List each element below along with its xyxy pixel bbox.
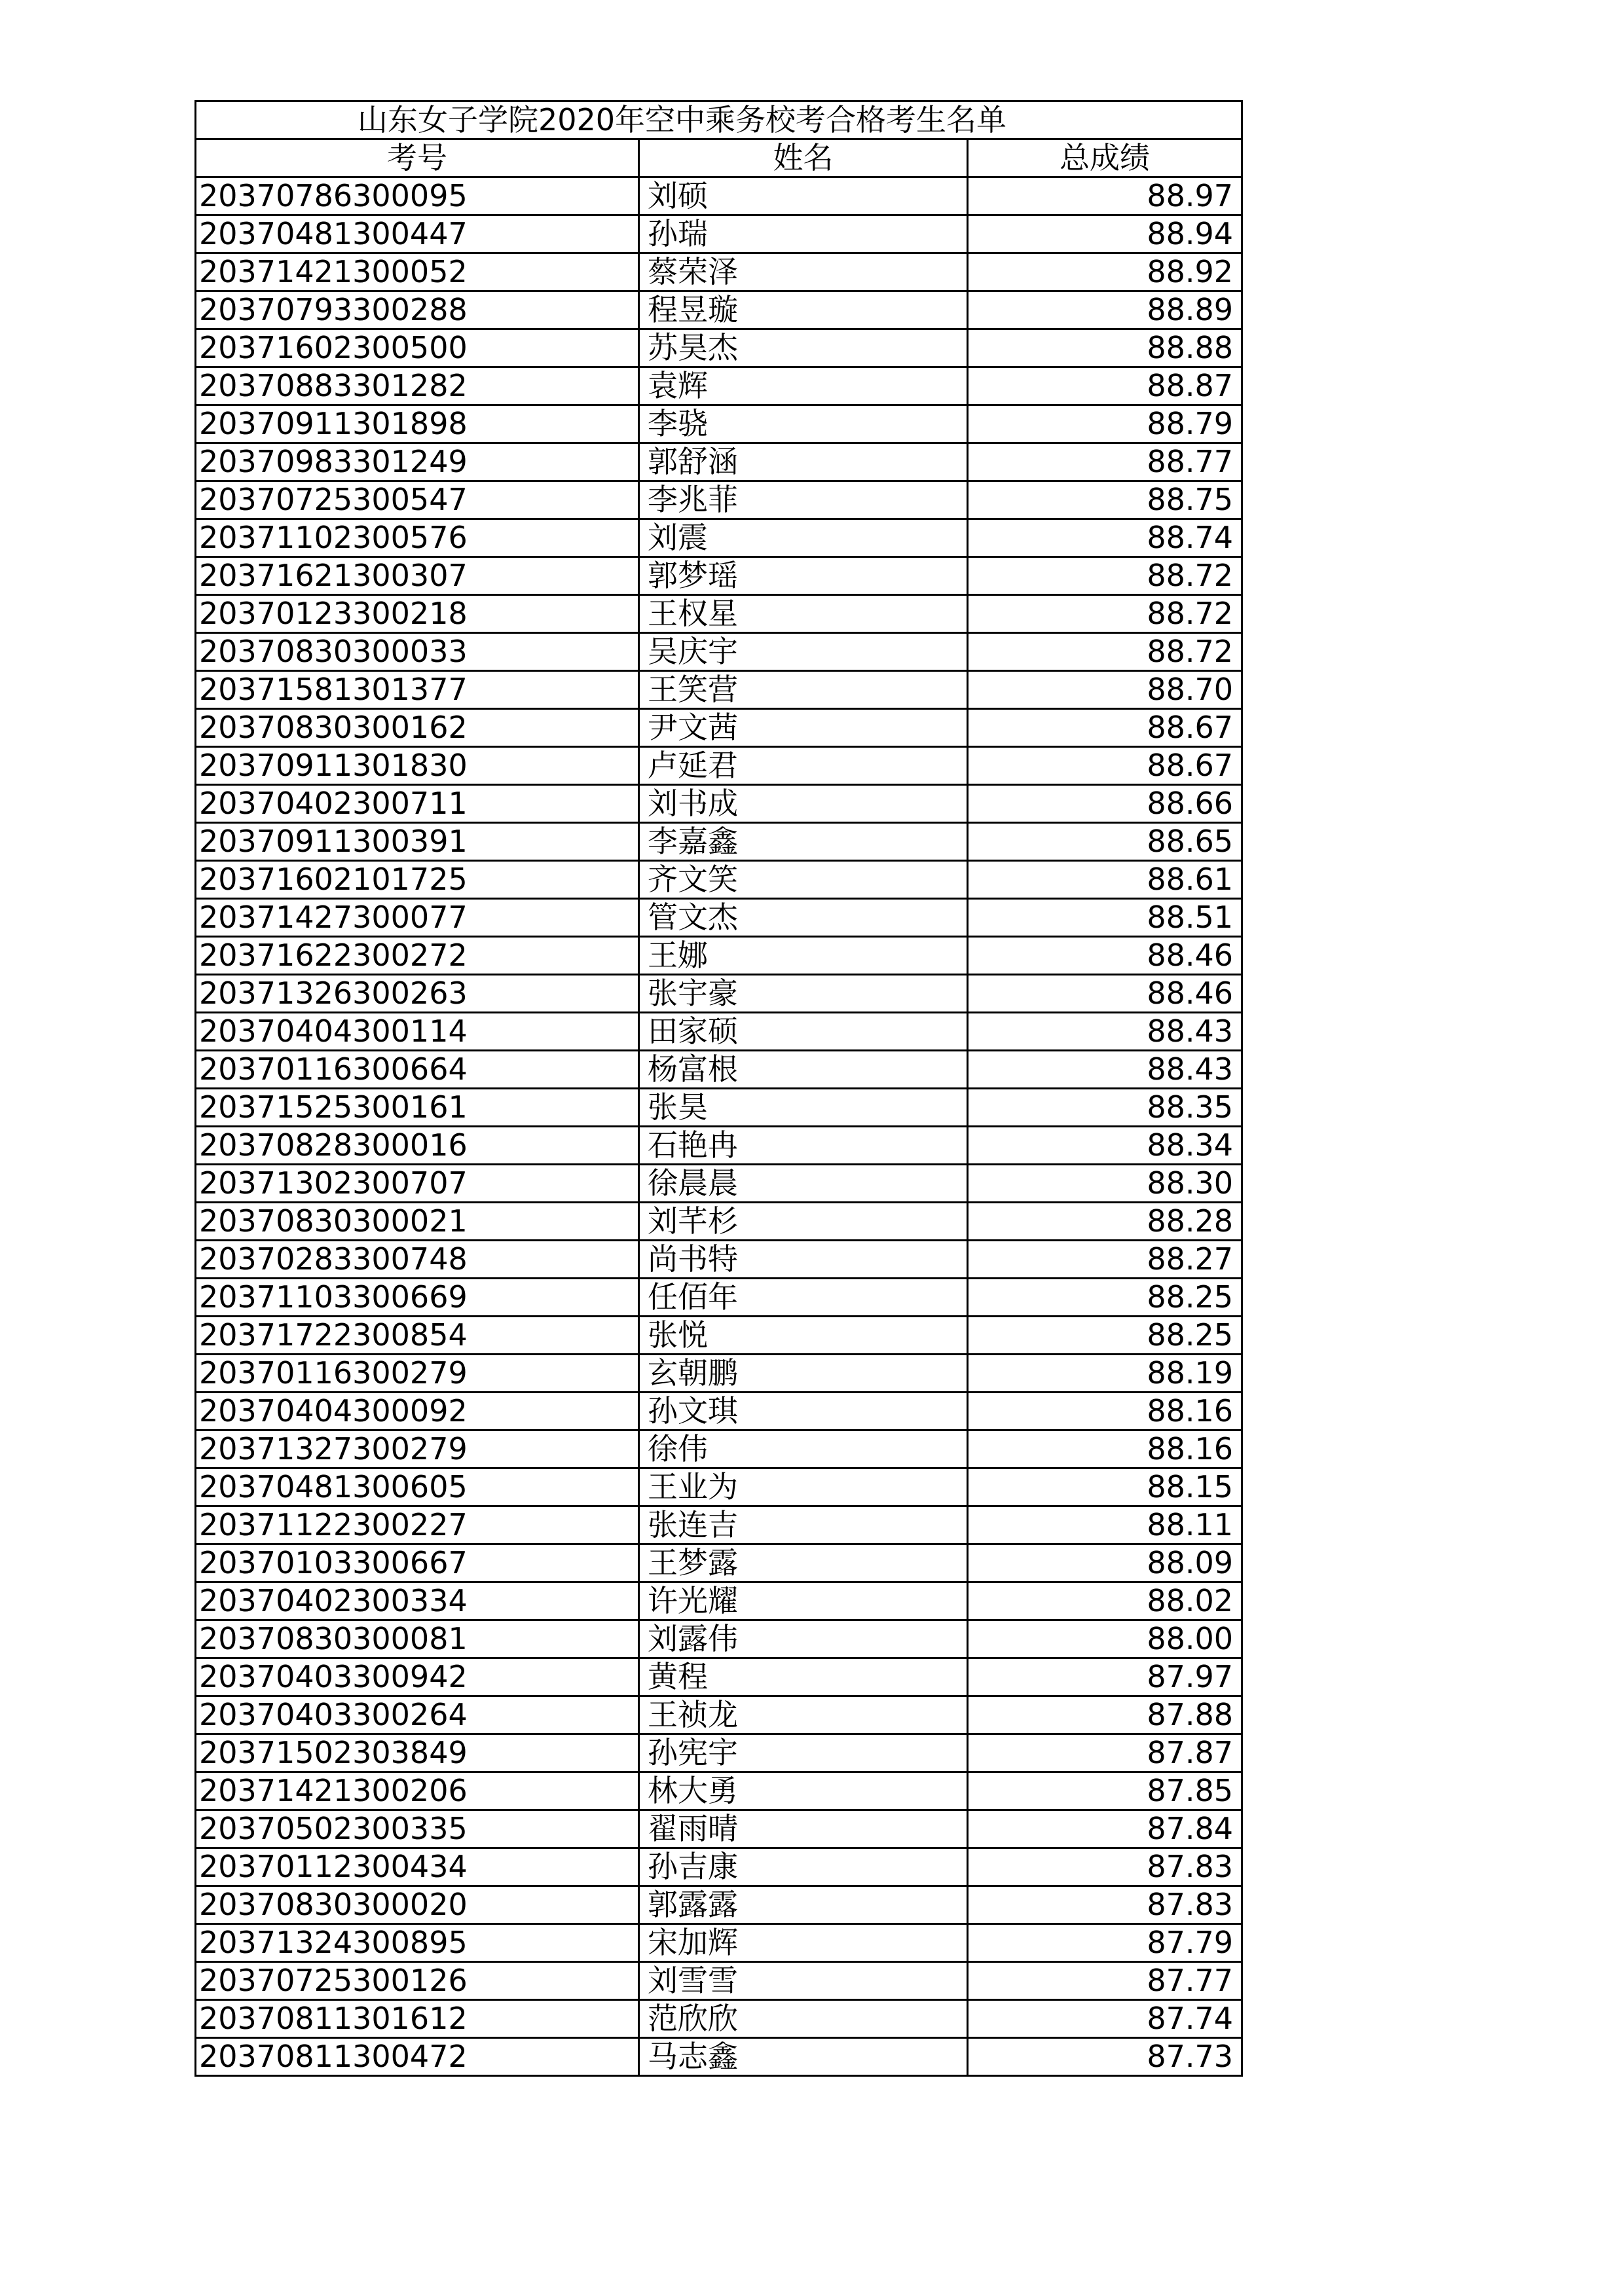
table-row bbox=[196, 1696, 1242, 1734]
name-cell: 王祯龙 bbox=[639, 1696, 968, 1734]
score-cell: 87.84 bbox=[968, 1810, 1242, 1848]
table-row bbox=[196, 177, 1242, 215]
score-cell: 88.72 bbox=[968, 557, 1242, 595]
score-cell: 88.89 bbox=[968, 291, 1242, 329]
score-cell: 88.16 bbox=[968, 1430, 1242, 1468]
score-cell: 88.67 bbox=[968, 709, 1242, 747]
table-row bbox=[196, 1051, 1242, 1089]
name-cell: 王权星 bbox=[639, 595, 968, 633]
name-cell: 马志鑫 bbox=[639, 2038, 968, 2076]
table-row bbox=[196, 519, 1242, 557]
exam-id-cell: 20371722300854 bbox=[196, 1317, 639, 1355]
score-cell: 87.85 bbox=[968, 1772, 1242, 1810]
name-cell: 黄程 bbox=[639, 1658, 968, 1696]
table-row bbox=[196, 1506, 1242, 1544]
exam-id-cell: 20370103300667 bbox=[196, 1544, 639, 1582]
name-cell: 任佰年 bbox=[639, 1279, 968, 1317]
score-cell: 87.88 bbox=[968, 1696, 1242, 1734]
name-cell: 管文杰 bbox=[639, 899, 968, 937]
exam-id-cell: 20370116300664 bbox=[196, 1051, 639, 1089]
name-cell: 石艳冉 bbox=[639, 1127, 968, 1165]
table-row bbox=[196, 367, 1242, 405]
exam-id-cell: 20370830300021 bbox=[196, 1203, 639, 1241]
score-cell: 88.34 bbox=[968, 1127, 1242, 1165]
table-row bbox=[196, 443, 1242, 481]
score-cell: 88.43 bbox=[968, 1051, 1242, 1089]
name-cell: 范欣欣 bbox=[639, 2000, 968, 2038]
score-cell: 88.19 bbox=[968, 1355, 1242, 1393]
table-row bbox=[196, 1241, 1242, 1279]
exam-id-cell: 20370403300942 bbox=[196, 1658, 639, 1696]
exam-id-cell: 20370112300434 bbox=[196, 1848, 639, 1886]
table-row bbox=[196, 671, 1242, 709]
score-cell: 88.79 bbox=[968, 405, 1242, 443]
table-row bbox=[196, 1772, 1242, 1810]
exam-id-cell: 20370811300472 bbox=[196, 2038, 639, 2076]
exam-id-cell: 20370830300081 bbox=[196, 1620, 639, 1658]
name-cell: 郭露露 bbox=[639, 1886, 968, 1924]
score-cell: 88.65 bbox=[968, 823, 1242, 861]
name-cell: 许光耀 bbox=[639, 1582, 968, 1620]
table-row bbox=[196, 2000, 1242, 2038]
table-row bbox=[196, 937, 1242, 975]
score-cell: 88.94 bbox=[968, 215, 1242, 253]
exam-id-cell: 20371502303849 bbox=[196, 1734, 639, 1772]
table-row bbox=[196, 1355, 1242, 1393]
score-cell: 88.35 bbox=[968, 1089, 1242, 1127]
table-row bbox=[196, 291, 1242, 329]
exam-id-cell: 20371324300895 bbox=[196, 1924, 639, 1962]
exam-id-cell: 20371302300707 bbox=[196, 1165, 639, 1203]
name-cell: 杨富根 bbox=[639, 1051, 968, 1089]
name-cell: 王笑营 bbox=[639, 671, 968, 709]
exam-id-cell: 20371602300500 bbox=[196, 329, 639, 367]
column-header-name: 姓名 bbox=[639, 139, 968, 177]
score-cell: 88.46 bbox=[968, 937, 1242, 975]
table-row bbox=[196, 1962, 1242, 2000]
table-row bbox=[196, 557, 1242, 595]
score-cell: 88.70 bbox=[968, 671, 1242, 709]
exam-id-cell: 20371421300052 bbox=[196, 253, 639, 291]
exam-id-cell: 20371621300307 bbox=[196, 557, 639, 595]
name-cell: 张悦 bbox=[639, 1317, 968, 1355]
exam-id-cell: 20371122300227 bbox=[196, 1506, 639, 1544]
score-cell: 87.77 bbox=[968, 1962, 1242, 2000]
score-cell: 87.79 bbox=[968, 1924, 1242, 1962]
name-cell: 郭梦瑶 bbox=[639, 557, 968, 595]
exam-id-cell: 20370883301282 bbox=[196, 367, 639, 405]
name-cell: 王业为 bbox=[639, 1468, 968, 1506]
exam-id-cell: 20370793300288 bbox=[196, 291, 639, 329]
exam-id-cell: 20370402300711 bbox=[196, 785, 639, 823]
exam-id-cell: 20371581301377 bbox=[196, 671, 639, 709]
table-row bbox=[196, 1544, 1242, 1582]
name-cell: 孙吉康 bbox=[639, 1848, 968, 1886]
name-cell: 李兆菲 bbox=[639, 481, 968, 519]
table-row bbox=[196, 1582, 1242, 1620]
table-row bbox=[196, 1393, 1242, 1430]
score-cell: 88.25 bbox=[968, 1317, 1242, 1355]
table-row bbox=[196, 405, 1242, 443]
document-title: 山东女子学院2020年空中乘务校考合格考生名单 bbox=[196, 101, 1242, 139]
table-row bbox=[196, 1203, 1242, 1241]
candidate-list-table bbox=[194, 100, 1243, 2077]
score-cell: 88.09 bbox=[968, 1544, 1242, 1582]
name-cell: 王梦露 bbox=[639, 1544, 968, 1582]
exam-id-cell: 20370828300016 bbox=[196, 1127, 639, 1165]
name-cell: 蔡荣泽 bbox=[639, 253, 968, 291]
exam-id-cell: 20371622300272 bbox=[196, 937, 639, 975]
name-cell: 刘芊杉 bbox=[639, 1203, 968, 1241]
table-row bbox=[196, 1620, 1242, 1658]
table-row bbox=[196, 1734, 1242, 1772]
exam-id-cell: 20370404300092 bbox=[196, 1393, 639, 1430]
score-cell: 87.83 bbox=[968, 1848, 1242, 1886]
exam-id-cell: 20371102300576 bbox=[196, 519, 639, 557]
name-cell: 王娜 bbox=[639, 937, 968, 975]
table-row bbox=[196, 329, 1242, 367]
exam-id-cell: 20370502300335 bbox=[196, 1810, 639, 1848]
name-cell: 翟雨晴 bbox=[639, 1810, 968, 1848]
table-row bbox=[196, 823, 1242, 861]
score-cell: 88.74 bbox=[968, 519, 1242, 557]
table-body bbox=[196, 177, 1242, 2076]
score-cell: 88.28 bbox=[968, 1203, 1242, 1241]
table-row bbox=[196, 1848, 1242, 1886]
table-row bbox=[196, 253, 1242, 291]
name-cell: 刘露伟 bbox=[639, 1620, 968, 1658]
score-cell: 88.75 bbox=[968, 481, 1242, 519]
name-cell: 袁辉 bbox=[639, 367, 968, 405]
column-header-exam-id: 考号 bbox=[196, 139, 639, 177]
exam-id-cell: 20371421300206 bbox=[196, 1772, 639, 1810]
exam-id-cell: 20370911301898 bbox=[196, 405, 639, 443]
score-cell: 88.27 bbox=[968, 1241, 1242, 1279]
name-cell: 卢延君 bbox=[639, 747, 968, 785]
table-row bbox=[196, 1430, 1242, 1468]
name-cell: 刘硕 bbox=[639, 177, 968, 215]
name-cell: 徐伟 bbox=[639, 1430, 968, 1468]
score-cell: 87.97 bbox=[968, 1658, 1242, 1696]
exam-id-cell: 20371525300161 bbox=[196, 1089, 639, 1127]
name-cell: 玄朝鹏 bbox=[639, 1355, 968, 1393]
exam-id-cell: 20370123300218 bbox=[196, 595, 639, 633]
name-cell: 田家硕 bbox=[639, 1013, 968, 1051]
exam-id-cell: 20370911300391 bbox=[196, 823, 639, 861]
name-cell: 程昱璇 bbox=[639, 291, 968, 329]
score-cell: 88.43 bbox=[968, 1013, 1242, 1051]
header-row bbox=[196, 139, 1242, 177]
score-cell: 87.83 bbox=[968, 1886, 1242, 1924]
score-cell: 88.16 bbox=[968, 1393, 1242, 1430]
table-row bbox=[196, 1924, 1242, 1962]
name-cell: 李骁 bbox=[639, 405, 968, 443]
table-row bbox=[196, 899, 1242, 937]
score-cell: 88.67 bbox=[968, 747, 1242, 785]
name-cell: 张宇豪 bbox=[639, 975, 968, 1013]
score-cell: 88.15 bbox=[968, 1468, 1242, 1506]
name-cell: 苏昊杰 bbox=[639, 329, 968, 367]
score-cell: 88.77 bbox=[968, 443, 1242, 481]
table-row bbox=[196, 2038, 1242, 2076]
score-cell: 87.74 bbox=[968, 2000, 1242, 2038]
score-cell: 87.73 bbox=[968, 2038, 1242, 2076]
name-cell: 刘书成 bbox=[639, 785, 968, 823]
table-row bbox=[196, 861, 1242, 899]
name-cell: 齐文笑 bbox=[639, 861, 968, 899]
name-cell: 刘震 bbox=[639, 519, 968, 557]
table-row bbox=[196, 1658, 1242, 1696]
name-cell: 林大勇 bbox=[639, 1772, 968, 1810]
table-row bbox=[196, 1127, 1242, 1165]
score-cell: 88.46 bbox=[968, 975, 1242, 1013]
exam-id-cell: 20370830300020 bbox=[196, 1886, 639, 1924]
table-row bbox=[196, 1810, 1242, 1848]
exam-id-cell: 20370283300748 bbox=[196, 1241, 639, 1279]
table-row bbox=[196, 1165, 1242, 1203]
score-cell: 88.87 bbox=[968, 367, 1242, 405]
name-cell: 孙宪宇 bbox=[639, 1734, 968, 1772]
name-cell: 李嘉鑫 bbox=[639, 823, 968, 861]
column-header-total-score: 总成绩 bbox=[968, 139, 1242, 177]
exam-id-cell: 20370911301830 bbox=[196, 747, 639, 785]
name-cell: 刘雪雪 bbox=[639, 1962, 968, 2000]
table-row bbox=[196, 975, 1242, 1013]
table-row bbox=[196, 633, 1242, 671]
name-cell: 孙瑞 bbox=[639, 215, 968, 253]
table-row bbox=[196, 1317, 1242, 1355]
name-cell: 尹文茜 bbox=[639, 709, 968, 747]
table-row bbox=[196, 1468, 1242, 1506]
exam-id-cell: 20371103300669 bbox=[196, 1279, 639, 1317]
score-cell: 88.51 bbox=[968, 899, 1242, 937]
name-cell: 宋加辉 bbox=[639, 1924, 968, 1962]
table-row bbox=[196, 215, 1242, 253]
score-cell: 88.02 bbox=[968, 1582, 1242, 1620]
table-row bbox=[196, 1279, 1242, 1317]
exam-id-cell: 20371326300263 bbox=[196, 975, 639, 1013]
table-row bbox=[196, 785, 1242, 823]
exam-id-cell: 20370983301249 bbox=[196, 443, 639, 481]
exam-id-cell: 20370481300447 bbox=[196, 215, 639, 253]
name-cell: 徐晨晨 bbox=[639, 1165, 968, 1203]
name-cell: 张昊 bbox=[639, 1089, 968, 1127]
exam-id-cell: 20370403300264 bbox=[196, 1696, 639, 1734]
exam-id-cell: 20370402300334 bbox=[196, 1582, 639, 1620]
name-cell: 郭舒涵 bbox=[639, 443, 968, 481]
score-cell: 88.97 bbox=[968, 177, 1242, 215]
score-cell: 88.92 bbox=[968, 253, 1242, 291]
exam-id-cell: 20370811301612 bbox=[196, 2000, 639, 2038]
score-cell: 88.25 bbox=[968, 1279, 1242, 1317]
score-cell: 88.61 bbox=[968, 861, 1242, 899]
table-row bbox=[196, 1013, 1242, 1051]
table-row bbox=[196, 1886, 1242, 1924]
score-cell: 88.72 bbox=[968, 633, 1242, 671]
score-cell: 88.11 bbox=[968, 1506, 1242, 1544]
exam-id-cell: 20370725300547 bbox=[196, 481, 639, 519]
table-row bbox=[196, 481, 1242, 519]
exam-id-cell: 20371427300077 bbox=[196, 899, 639, 937]
exam-id-cell: 20370830300033 bbox=[196, 633, 639, 671]
exam-id-cell: 20370481300605 bbox=[196, 1468, 639, 1506]
name-cell: 孙文琪 bbox=[639, 1393, 968, 1430]
exam-id-cell: 20370116300279 bbox=[196, 1355, 639, 1393]
score-cell: 88.72 bbox=[968, 595, 1242, 633]
name-cell: 吴庆宇 bbox=[639, 633, 968, 671]
score-cell: 88.66 bbox=[968, 785, 1242, 823]
exam-id-cell: 20370830300162 bbox=[196, 709, 639, 747]
table-row bbox=[196, 709, 1242, 747]
name-cell: 张连吉 bbox=[639, 1506, 968, 1544]
table-row bbox=[196, 1089, 1242, 1127]
exam-id-cell: 20371602101725 bbox=[196, 861, 639, 899]
exam-id-cell: 20371327300279 bbox=[196, 1430, 639, 1468]
exam-id-cell: 20370725300126 bbox=[196, 1962, 639, 2000]
score-cell: 88.30 bbox=[968, 1165, 1242, 1203]
table-row bbox=[196, 595, 1242, 633]
exam-id-cell: 20370786300095 bbox=[196, 177, 639, 215]
score-cell: 88.88 bbox=[968, 329, 1242, 367]
score-cell: 88.00 bbox=[968, 1620, 1242, 1658]
table-row bbox=[196, 747, 1242, 785]
exam-id-cell: 20370404300114 bbox=[196, 1013, 639, 1051]
score-cell: 87.87 bbox=[968, 1734, 1242, 1772]
name-cell: 尚书特 bbox=[639, 1241, 968, 1279]
title-row bbox=[196, 101, 1242, 139]
